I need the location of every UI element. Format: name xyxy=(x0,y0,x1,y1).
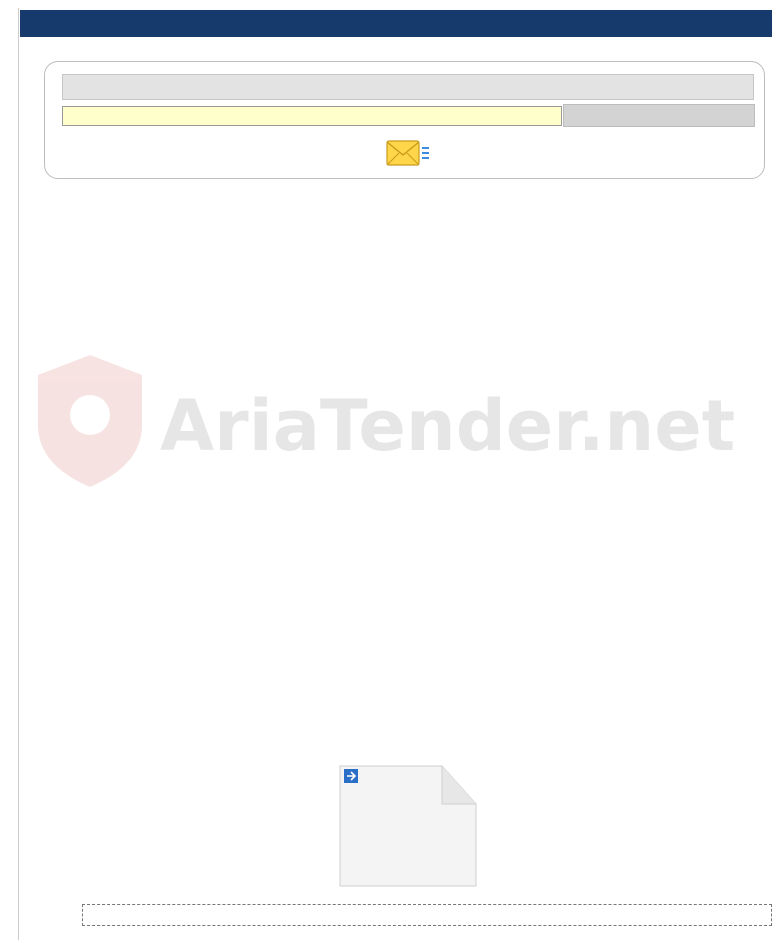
col-date-time xyxy=(271,905,491,925)
legal-person-label xyxy=(563,104,755,127)
col-index xyxy=(711,905,771,925)
col-download xyxy=(141,905,271,925)
svg-text:AriaTender.net: AriaTender.net xyxy=(160,385,736,467)
contact-header xyxy=(62,74,754,100)
envelope-icon[interactable] xyxy=(385,138,431,168)
page-title xyxy=(20,10,772,37)
no-picture-placeholder xyxy=(338,764,478,888)
legal-person-value xyxy=(62,106,562,126)
files-table-header xyxy=(82,904,772,926)
col-file-type xyxy=(491,905,711,925)
